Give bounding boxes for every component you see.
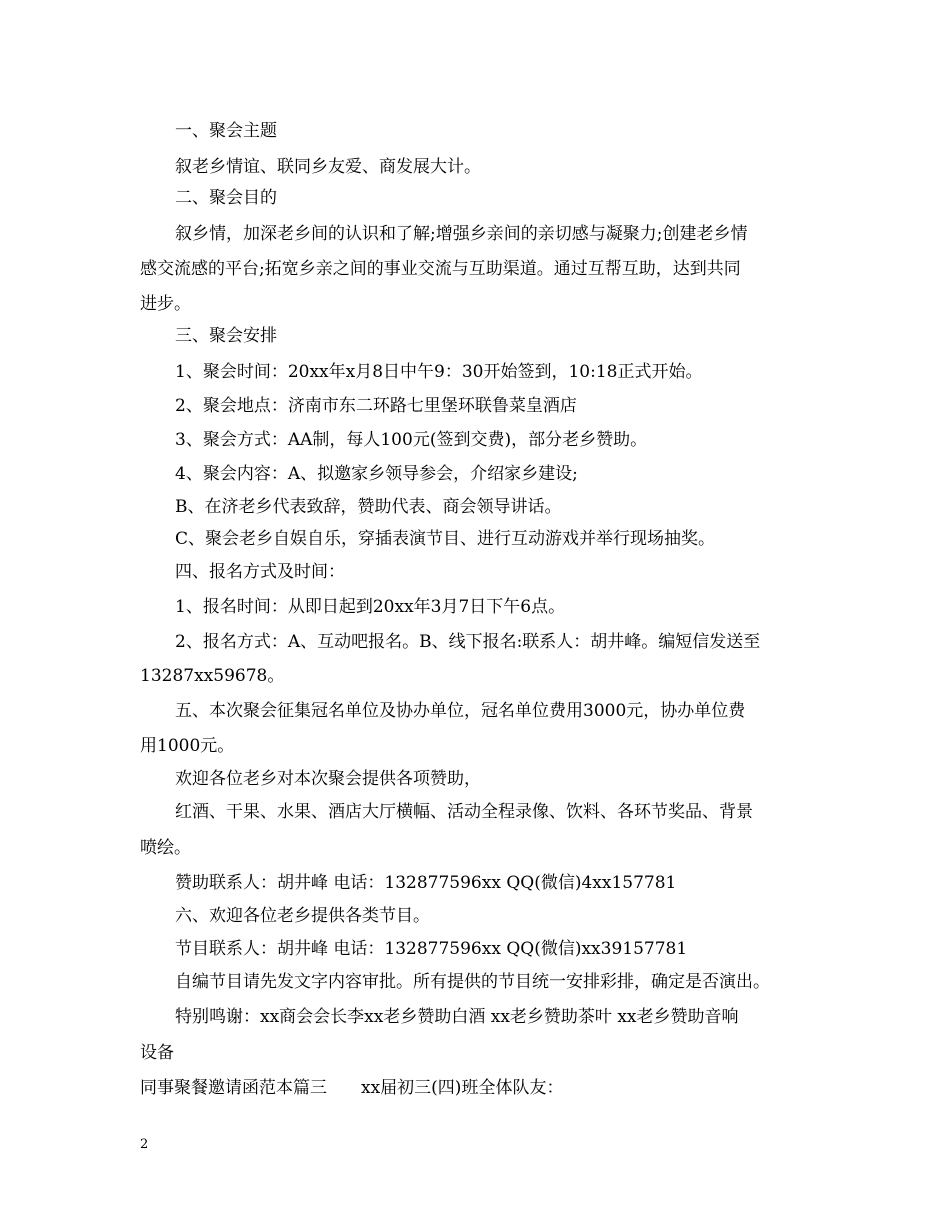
paragraph-line: 4、聚会内容：A、拟邀家乡领导参会，介绍家乡建设; xyxy=(175,464,578,484)
paragraph-line: 进步。 xyxy=(140,294,191,314)
paragraph-line: 1、报名时间：从即日起到20xx年3月7日下午6点。 xyxy=(175,597,566,617)
heading-registration: 四、报名方式及时间： xyxy=(175,562,345,582)
paragraph-line: 感交流感的平台;拓宽乡亲之间的事业交流与互助渠道。通过互帮互助，达到共同 xyxy=(140,259,741,279)
paragraph-line: C、聚会老乡自娱自乐，穿插表演节目、进行互动游戏并举行现场抽奖。 xyxy=(175,529,716,549)
heading-gathering-theme: 一、聚会主题 xyxy=(175,121,277,141)
paragraph-line: 设备 xyxy=(140,1043,174,1063)
paragraph-line: 红酒、干果、水果、酒店大厅横幅、活动全程录像、饮料、各环节奖品、背景 xyxy=(175,802,753,822)
paragraph-line: 五、本次聚会征集冠名单位及协办单位，冠名单位费用3000元，协办单位费 xyxy=(175,701,746,721)
paragraph-line: 节目联系人：胡井峰 电话：132877596xx QQ(微信)xx39157781 xyxy=(175,939,688,959)
paragraph-line: 用1000元。 xyxy=(140,736,235,756)
heading-programs: 六、欢迎各位老乡提供各类节目。 xyxy=(175,906,430,926)
paragraph-line: 2、报名方式：A、互动吧报名。B、线下报名:联系人：胡井峰。编短信发送至 xyxy=(175,632,761,652)
paragraph-line: 3、聚会方式：AA制，每人100元(签到交费)，部分老乡赞助。 xyxy=(175,430,648,450)
paragraph-line: 1、聚会时间：20xx年x月8日中午9：30开始签到，10:18正式开始。 xyxy=(175,362,703,382)
paragraph-line: B、在济老乡代表致辞，赞助代表、商会领导讲话。 xyxy=(175,497,562,517)
paragraph-line: 2、聚会地点：济南市东二环路七里堡环联鲁菜皇酒店 xyxy=(175,396,577,416)
page-number: 2 xyxy=(140,1137,149,1152)
paragraph-line: 13287xx59678。 xyxy=(140,666,285,686)
heading-gathering-purpose: 二、聚会目的 xyxy=(175,188,277,208)
paragraph-line: 叙老乡情谊、联同乡友爱、商发展大计。 xyxy=(175,157,481,177)
paragraph-line: 自编节目请先发文字内容审批。所有提供的节目统一安排彩排，确定是否演出。 xyxy=(175,972,770,992)
paragraph-line: 赞助联系人：胡井峰 电话：132877596xx QQ(微信)4xx157781 xyxy=(175,873,677,893)
paragraph-line: 特别鸣谢：xx商会会长李xx老乡赞助白酒 xx老乡赞助茶叶 xx老乡赞助音响 xyxy=(175,1007,739,1027)
heading-gathering-arrangement: 三、聚会安排 xyxy=(175,326,277,346)
paragraph-line: 叙乡情，加深老乡间的认识和了解;增强乡亲间的亲切感与凝聚力;创建老乡情 xyxy=(175,224,748,244)
paragraph-line: 同事聚餐邀请函范本篇三 xx届初三(四)班全体队友： xyxy=(140,1078,564,1098)
paragraph-line: 欢迎各位老乡对本次聚会提供各项赞助， xyxy=(175,769,481,789)
paragraph-line: 喷绘。 xyxy=(140,838,191,858)
